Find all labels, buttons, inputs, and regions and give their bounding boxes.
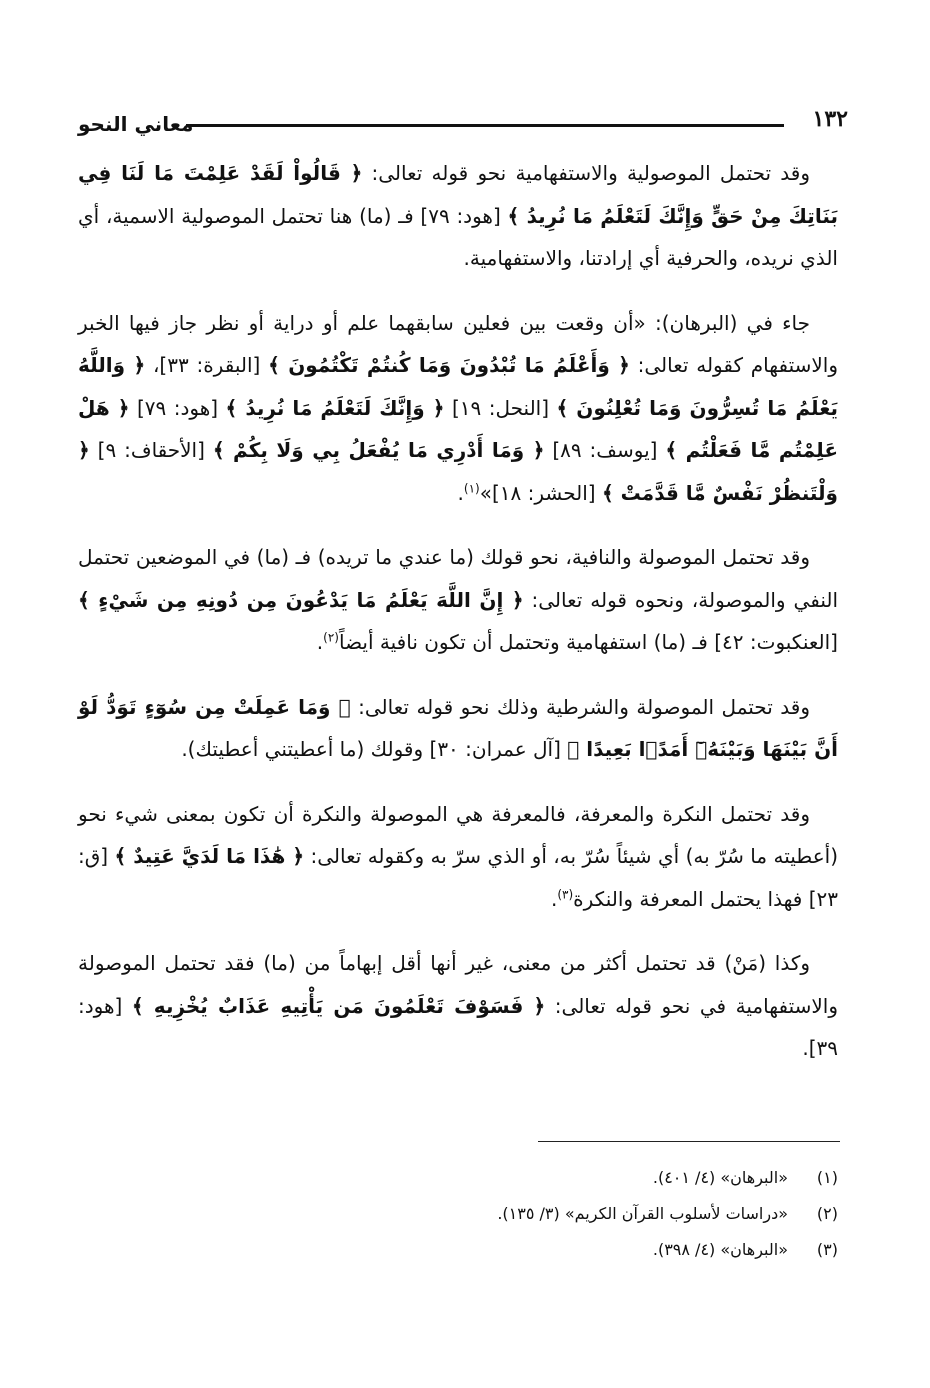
- footnote-text: «البرهان» (٤/ ٤٠١).: [652, 1168, 788, 1187]
- header-rule: [186, 124, 784, 127]
- text-segment: وكذا (مَنْ) قد تحتمل أكثر من معنى، غير أنها أقل إبهاماً من (ما) فقد تحتمل الموصولة والاستفهامية في نحو قوله تعالى:: [78, 951, 838, 1018]
- paragraph-1: [78, 152, 838, 280]
- text-segment: وقد تحتمل النكرة والمعرفة، فالمعرفة هي الموصولة والنكرة أن تكون بمعنى شيء نحو (أعطيته ما سُرّ به) أي شيئاً سُرّ به، أو الذي سرّ به وكقوله تعالى:: [78, 801, 838, 868]
- footnote-divider: [538, 1141, 840, 1142]
- text-segment: [ق: ٢٣] فهذا يحتمل المعرفة والنكرة: [78, 844, 838, 911]
- main-text: [78, 152, 838, 1092]
- verse-reference: [البقرة: ٣٣]،: [145, 353, 269, 377]
- quran-verse: ﴿ وَإِنَّكَ لَتَعْلَمُ مَا نُرِيدُ ﴾: [225, 395, 445, 420]
- footnote-3: [78, 1232, 838, 1268]
- verse-reference: [الحشر: ١٨]»: [479, 480, 602, 505]
- footnote-marker: (٢): [323, 630, 339, 645]
- quran-verse: ﴿ وَمَا عَمِلَتْ مِن سُوٓءٍ تَوَدُّ لَوْ أَنَّ بَيْنَهَا وَبَيْنَهُۥٓ أَمَدًۢا بَعِيدًا ﴾: [78, 694, 838, 761]
- text-segment: وقد تحتمل الموصولة والشرطية وذلك نحو قوله تعالى:: [350, 694, 810, 719]
- footnote-number: (٣): [816, 1240, 838, 1259]
- quran-verse: ﴿ وَأَعْلَمُ مَا تُبْدُونَ وَمَا كُنتُمْ تَكْتُمُونَ ﴾: [268, 353, 630, 377]
- book-title: معاني النحو: [78, 112, 194, 136]
- paragraph-5: [78, 793, 838, 921]
- paragraph-6: [78, 942, 838, 1070]
- footnote-text: «البرهان» (٤/ ٣٩٨).: [652, 1240, 788, 1259]
- footnote-2: [78, 1196, 838, 1232]
- verse-reference: [يوسف: ٨٩]: [544, 438, 666, 462]
- page-header: [78, 106, 848, 146]
- paragraph-4: [78, 686, 838, 771]
- text-segment: [هود: ٧٩] فـ (ما) هنا تحتمل الموصولية الاسمية، أي الذي نريده، والحرفية أي إرادتنا، والاستفهامية.: [78, 203, 838, 270]
- footnote-number: (٢): [816, 1204, 838, 1223]
- paragraph-3: [78, 536, 838, 664]
- quran-verse: ﴿ هَٰذَا مَا لَدَيَّ عَتِيدٌ ﴾: [114, 844, 305, 868]
- quran-verse: ﴿ هَلْ عَلِمْتُم مَّا فَعَلْتُم ﴾: [78, 395, 838, 462]
- quran-verse: ﴿ فَسَوْفَ تَعْلَمُونَ مَن يَأْتِيهِ عَذَابٌ يُخْزِيهِ ﴾: [131, 993, 546, 1018]
- quran-verse: ﴿ وَمَا أَدْرِي مَا يُفْعَلُ بِي وَلَا بِكُمْ ﴾: [212, 438, 545, 462]
- footnote-marker: (٣): [557, 886, 574, 901]
- text-segment: .: [316, 630, 324, 654]
- text-segment: [آل عمران: ٣٠] وقولك (ما أعطيتني أعطيتك).: [181, 737, 568, 761]
- footnote-1: [78, 1160, 838, 1196]
- footnote-number: (١): [816, 1168, 838, 1187]
- quran-verse: ﴿ قَالُواْ لَقَدْ عَلِمْتَ مَا لَنَا فِي بَنَاتِكَ مِنْ حَقٍّ وَإِنَّكَ لَتَعْلَمُ مَا نُرِيدُ ﴾: [78, 161, 838, 228]
- paragraph-2: [78, 302, 838, 515]
- footnotes: [78, 1160, 838, 1268]
- quran-verse: ﴿ وَلْتَنظُرْ نَفْسٌ مَّا قَدَّمَتْ ﴾: [78, 438, 838, 505]
- text-segment: .: [550, 886, 558, 911]
- quran-verse: ﴿ إِنَّ اللَّهَ يَعْلَمُ مَا يَدْعُونَ مِن دُونِهِ مِن شَيْءٍ ﴾: [78, 587, 524, 612]
- text-segment: [هود: ٣٩].: [78, 993, 838, 1060]
- page-number: ١٣٢: [812, 106, 848, 132]
- footnote-marker: (١): [463, 480, 480, 495]
- text-segment: وقد تحتمل الموصولة والنافية، نحو قولك (ما عندي ما تريده) فـ (ما) في الموضعين تحتمل النفي والموصولة، ونحوه قوله تعالى:: [78, 545, 839, 612]
- verse-reference: [النحل: ١٩]: [444, 395, 557, 420]
- text-segment: [العنكبوت: ٤٢] فـ (ما) استفهامية وتحتمل أن تكون نافية أيضاً: [338, 630, 838, 654]
- text-segment: وقد تحتمل الموصولية والاستفهامية نحو قوله تعالى:: [362, 161, 811, 185]
- text-segment: جاء في (البرهان): «أن وقعت بين فعلين سابقهما علم أو دراية أو نظر جاز فيها الخبر والاستفهام كقوله تعالى:: [78, 310, 839, 377]
- verse-reference: [هود: ٧٩]: [129, 395, 226, 420]
- text-segment: .: [457, 480, 464, 505]
- quran-verse: ﴿ وَاللَّهُ يَعْلَمُ مَا تُسِرُّونَ وَمَا تُعْلِنُونَ ﴾: [78, 353, 838, 420]
- footnote-text: «دراسات لأسلوب القرآن الكريم» (٣/ ١٣٥).: [497, 1204, 788, 1223]
- verse-reference: [الأحقاف: ٩]: [89, 438, 213, 462]
